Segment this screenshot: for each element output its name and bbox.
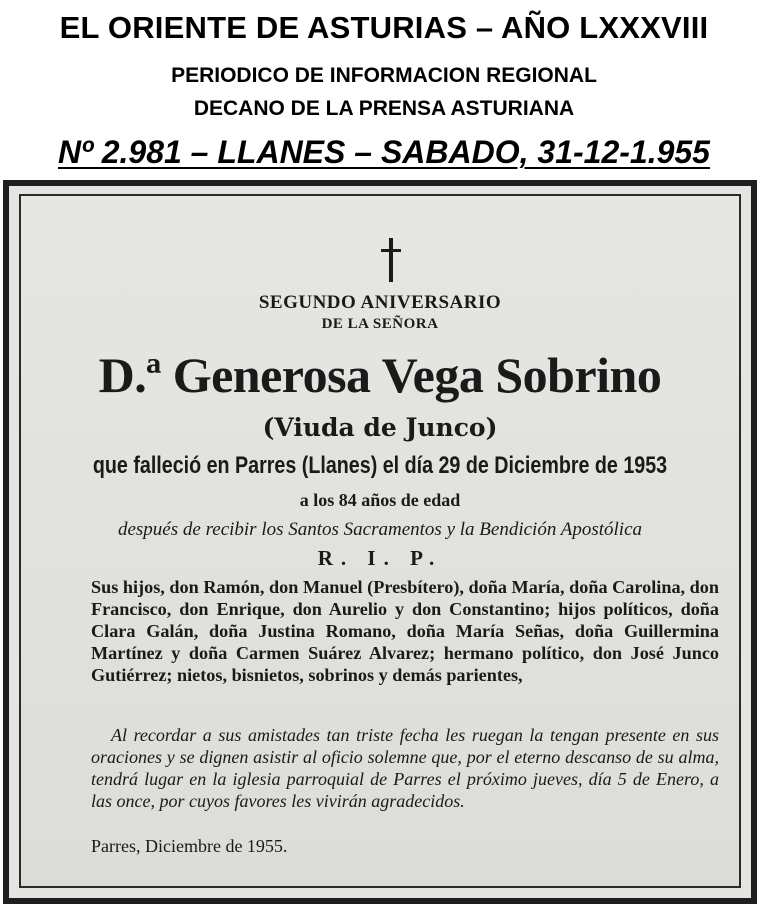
cross-horizontal <box>381 249 401 252</box>
issue-line: Nº 2.981 – LLANES – SABADO, 31-12-1.955 <box>58 134 710 170</box>
widow-of: (Viuda de Junco) <box>262 413 498 442</box>
deceased-name: D.ª Generosa Vega Sobrino <box>98 347 662 403</box>
rip-line: R. I. P. <box>317 546 443 570</box>
death-date-line: que falleció en Parres (Llanes) el día 29 de Diciembre de 1953 <box>92 452 668 479</box>
newspaper-tagline: DECANO DE LA PRENSA ASTURIANA <box>193 97 575 120</box>
obituary-inner-frame <box>19 194 741 888</box>
sacraments-line: después de recibir los Santos Sacramentos y la Bendición Apostólica <box>117 519 642 540</box>
age-line: a los 84 años de edad <box>299 490 461 510</box>
anniversary-heading: SEGUNDO ANIVERSARIO <box>258 292 502 313</box>
place-date: Parres, Diciembre de 1955. <box>91 836 288 856</box>
cross-icon <box>381 238 401 282</box>
cross-vertical <box>389 238 393 282</box>
de-la-senora: DE LA SEÑORA <box>321 316 439 332</box>
newspaper-title: EL ORIENTE DE ASTURIAS – AÑO LXXXVIII <box>59 10 709 45</box>
obituary-notice <box>3 180 757 904</box>
newspaper-subtitle: PERIODICO DE INFORMACION REGIONAL <box>171 64 597 87</box>
family-paragraph: Sus hijos, don Ramón, don Manuel (Presbítero), doña María, doña Carolina, don Francisco, don Enrique, don Aurelio y don Constantino; hijos políticos, doña Clara Galán, doña Justina Romano, doña María Señas, doña Guillermina Martínez y doña Carmen Suárez Alvarez; hermano político, don José Junco Gutiérrez; nietos, bisnietos, sobrinos y demás parientes, <box>91 577 719 685</box>
request-paragraph: Al recordar a sus amistades tan triste fecha les ruegan la tengan presente en sus oraciones y se dignen asistir al oficio solemne que, por el eterno descanso de su alma, tendrá lugar en la iglesia parroquial de Parres el próximo jueves, día 5 de Enero, a las once, por cuyos favores les vivirán agradecidos. <box>91 725 719 811</box>
